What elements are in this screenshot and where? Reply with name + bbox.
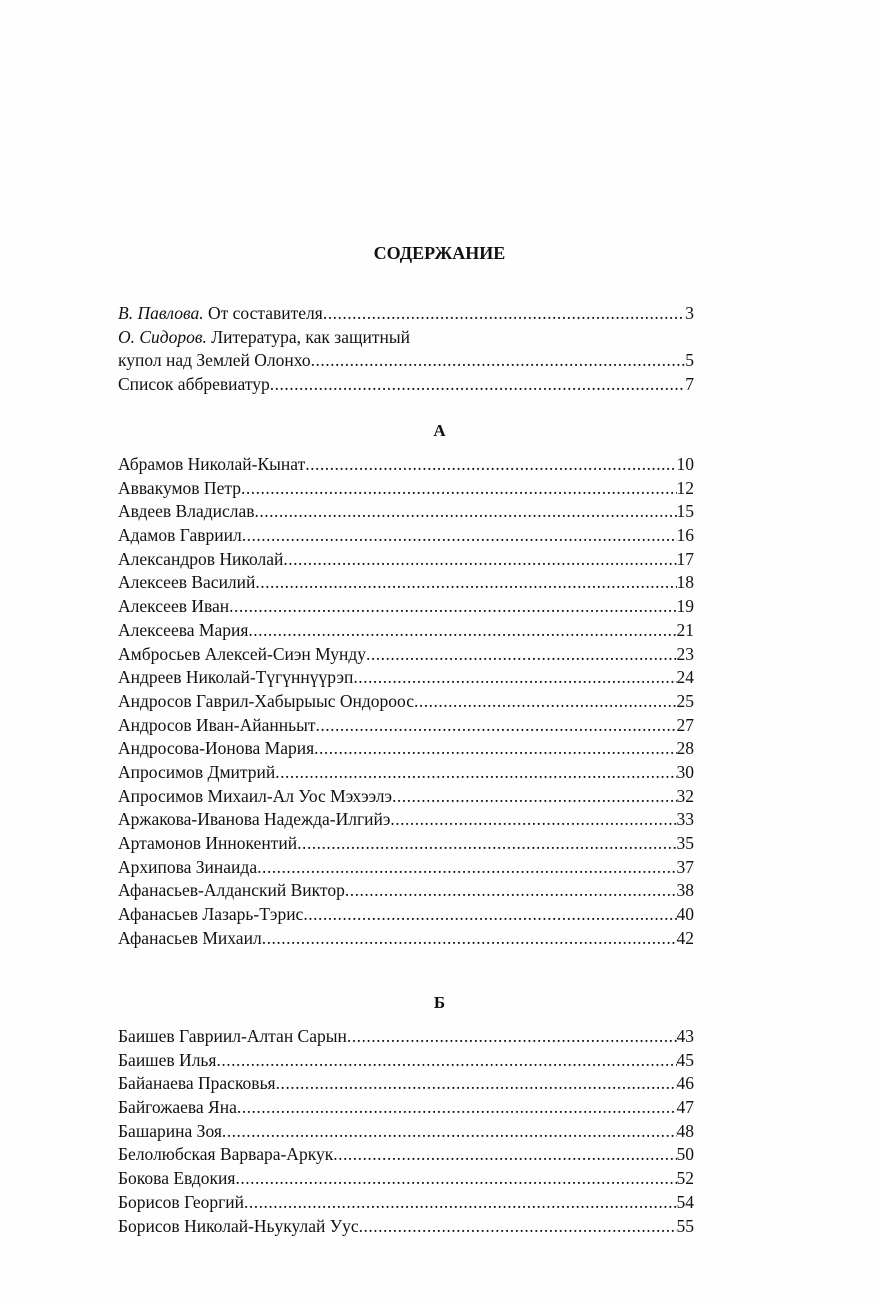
entry-page: 24 xyxy=(676,667,694,688)
toc-entry xyxy=(118,666,694,690)
dot-leader xyxy=(244,1191,676,1215)
entry-page: 38 xyxy=(676,880,694,901)
toc-entry xyxy=(118,832,694,856)
entry-page: 54 xyxy=(676,1191,694,1212)
toc-entry xyxy=(118,1025,694,1049)
entry-page: 25 xyxy=(676,690,694,711)
entry-page: 17 xyxy=(676,548,694,569)
entry-name: Андреев Николай-Түгүннүүрэп xyxy=(118,667,354,688)
entry-title: Список аббревиатур xyxy=(118,374,270,395)
dot-leader xyxy=(255,571,676,595)
entry-name: Алексеев Василий xyxy=(118,572,256,593)
entry-name: Авдеев Владислав xyxy=(118,501,255,522)
dot-leader xyxy=(392,785,676,809)
entry-name: Байанаева Прасковья xyxy=(118,1073,276,1094)
entry-page: 43 xyxy=(676,1026,694,1046)
dot-leader xyxy=(237,1096,677,1120)
entry-title: купол над Землей Олонхо xyxy=(118,350,311,371)
toc-entry xyxy=(118,1167,694,1191)
dot-leader xyxy=(345,879,677,903)
dot-leader xyxy=(216,1049,676,1073)
dot-leader xyxy=(276,1072,677,1096)
toc-entry xyxy=(118,548,694,572)
entry-name: Башарина Зоя xyxy=(118,1120,222,1141)
entry-name: Белолюбская Варвара-Аркук xyxy=(118,1144,334,1165)
entry-name: Адамов Гавриил xyxy=(118,525,242,546)
dot-leader xyxy=(333,1143,676,1167)
entry-title: Литература, как защитный xyxy=(206,326,410,347)
entry-name: Афанасьев-Алданский Виктор xyxy=(118,880,345,901)
entry-name: Архипова Зинаида xyxy=(118,856,258,877)
toc-entry xyxy=(118,1072,694,1096)
dot-leader xyxy=(359,1215,677,1239)
entry-page: 37 xyxy=(676,856,694,877)
entry-page: 15 xyxy=(676,501,694,522)
entry-page: 55 xyxy=(676,1215,694,1236)
toc-entry xyxy=(118,1215,694,1239)
dot-leader xyxy=(222,1120,677,1144)
dot-leader xyxy=(255,500,677,524)
entry-page: 28 xyxy=(676,738,694,759)
toc-entry xyxy=(118,879,694,903)
section-b-list xyxy=(118,1025,694,1238)
dot-leader xyxy=(262,927,677,951)
entry-page: 27 xyxy=(676,714,694,735)
toc-entry xyxy=(118,643,694,667)
dot-leader xyxy=(347,1025,677,1049)
entry-page: 23 xyxy=(676,643,694,664)
dot-leader xyxy=(414,690,677,714)
entry-page: 21 xyxy=(676,619,694,640)
entry-author: В. Павлова. xyxy=(118,303,204,323)
dot-leader xyxy=(366,643,676,667)
entry-page: 7 xyxy=(685,374,694,395)
entry-name: Баишев Илья xyxy=(118,1049,217,1070)
toc-entry xyxy=(118,737,694,761)
entry-page: 42 xyxy=(676,927,694,948)
entry-name: Артамонов Иннокентий xyxy=(118,833,298,853)
entry-page: 3 xyxy=(685,303,694,323)
entry-name: Борисов Георгий xyxy=(118,1191,245,1212)
toc-entry xyxy=(118,524,694,548)
entry-name: Байгожаева Яна xyxy=(118,1097,237,1118)
toc-entry xyxy=(118,856,694,880)
toc-entry xyxy=(118,690,694,714)
entry-name: Бокова Евдокия xyxy=(118,1168,236,1189)
toc-entry xyxy=(118,373,694,397)
page-title: СОДЕРЖАНИЕ xyxy=(373,243,506,263)
entry-title: От составителя xyxy=(203,303,323,323)
dot-leader xyxy=(275,761,676,785)
entry-name: Амбросьев Алексей-Сиэн Мунду xyxy=(118,643,367,664)
entry-page: 5 xyxy=(685,350,694,371)
dot-leader xyxy=(257,856,676,880)
dot-leader xyxy=(311,349,686,373)
toc-entry xyxy=(118,453,694,477)
toc-entry xyxy=(118,477,694,501)
dot-leader xyxy=(390,808,676,832)
toc-entry xyxy=(118,619,694,643)
entry-name: Александров Николай xyxy=(118,548,284,569)
dot-leader xyxy=(353,666,676,690)
entry-name: Андросова-Ионова Мария xyxy=(118,738,315,759)
entry-page: 35 xyxy=(676,833,694,853)
entry-name: Абрамов Николай-Кынат xyxy=(118,454,306,474)
toc-entry xyxy=(118,714,694,738)
entry-name: Баишев Гавриил-Алтан Сарын xyxy=(118,1026,347,1046)
entry-page: 48 xyxy=(676,1120,694,1141)
toc-entry xyxy=(118,927,694,951)
toc-entry xyxy=(118,903,694,927)
entry-name: Афанасьев Лазарь-Тэрис xyxy=(118,904,304,925)
toc-entry xyxy=(118,761,694,785)
entry-name: Борисов Николай-Ньукулай Уус xyxy=(118,1215,359,1236)
entry-name: Аржакова-Иванова Надежда-Илгийэ xyxy=(118,809,391,830)
toc-entry xyxy=(118,349,694,373)
toc-entry xyxy=(118,1049,694,1073)
front-matter xyxy=(118,302,694,397)
dot-leader xyxy=(242,524,677,548)
dot-leader xyxy=(248,619,676,643)
entry-page: 45 xyxy=(676,1049,694,1070)
entry-author: О. Сидоров. xyxy=(118,326,207,347)
section-a-list xyxy=(118,453,694,950)
dot-leader xyxy=(229,595,676,619)
toc-entry xyxy=(118,1096,694,1120)
entry-page: 19 xyxy=(676,596,694,617)
entry-name: Алексеев Иван xyxy=(118,596,230,617)
entry-page: 10 xyxy=(676,454,694,474)
entry-page: 33 xyxy=(676,809,694,830)
toc-entry xyxy=(118,1120,694,1144)
toc-entry xyxy=(118,500,694,524)
entry-page: 46 xyxy=(676,1073,694,1094)
entry-page: 32 xyxy=(676,785,694,806)
entry-name: Апросимов Дмитрий xyxy=(118,761,276,782)
section-letter: Б xyxy=(433,993,446,1012)
entry-page: 52 xyxy=(676,1168,694,1189)
entry-page: 47 xyxy=(676,1097,694,1118)
entry-page: 12 xyxy=(676,477,694,498)
dot-leader xyxy=(305,453,676,477)
entry-name: Апросимов Михаил-Ал Уос Мэхээлэ xyxy=(118,785,393,806)
toc-entry xyxy=(118,808,694,832)
dot-leader xyxy=(303,903,676,927)
dot-leader xyxy=(241,477,677,501)
dot-leader xyxy=(323,302,685,326)
dot-leader xyxy=(283,548,676,572)
toc-entry xyxy=(118,326,694,350)
dot-leader xyxy=(235,1167,676,1191)
entry-name: Афанасьев Михаил xyxy=(118,927,262,948)
section-letter: А xyxy=(433,421,446,440)
dot-leader xyxy=(316,714,677,738)
toc-entry xyxy=(118,785,694,809)
entry-name: Андросов Гаврил-Хабырыыс Ондороос xyxy=(118,690,414,711)
entry-page: 18 xyxy=(676,572,694,593)
entry-name: Андросов Иван-Айанньыт xyxy=(118,714,316,735)
toc-entry xyxy=(118,1143,694,1167)
dot-leader xyxy=(297,832,676,856)
entry-name: Аввакумов Петр xyxy=(118,477,241,498)
entry-page: 40 xyxy=(676,904,694,925)
entry-page: 50 xyxy=(676,1144,694,1165)
toc-entry xyxy=(118,595,694,619)
dot-leader xyxy=(314,737,676,761)
entry-name: Алексеева Мария xyxy=(118,619,249,640)
dot-leader xyxy=(270,373,686,397)
toc-entry xyxy=(118,1191,694,1215)
entry-page: 30 xyxy=(676,761,694,782)
toc-entry xyxy=(118,571,694,595)
entry-page: 16 xyxy=(676,525,694,546)
toc-entry xyxy=(118,302,694,326)
